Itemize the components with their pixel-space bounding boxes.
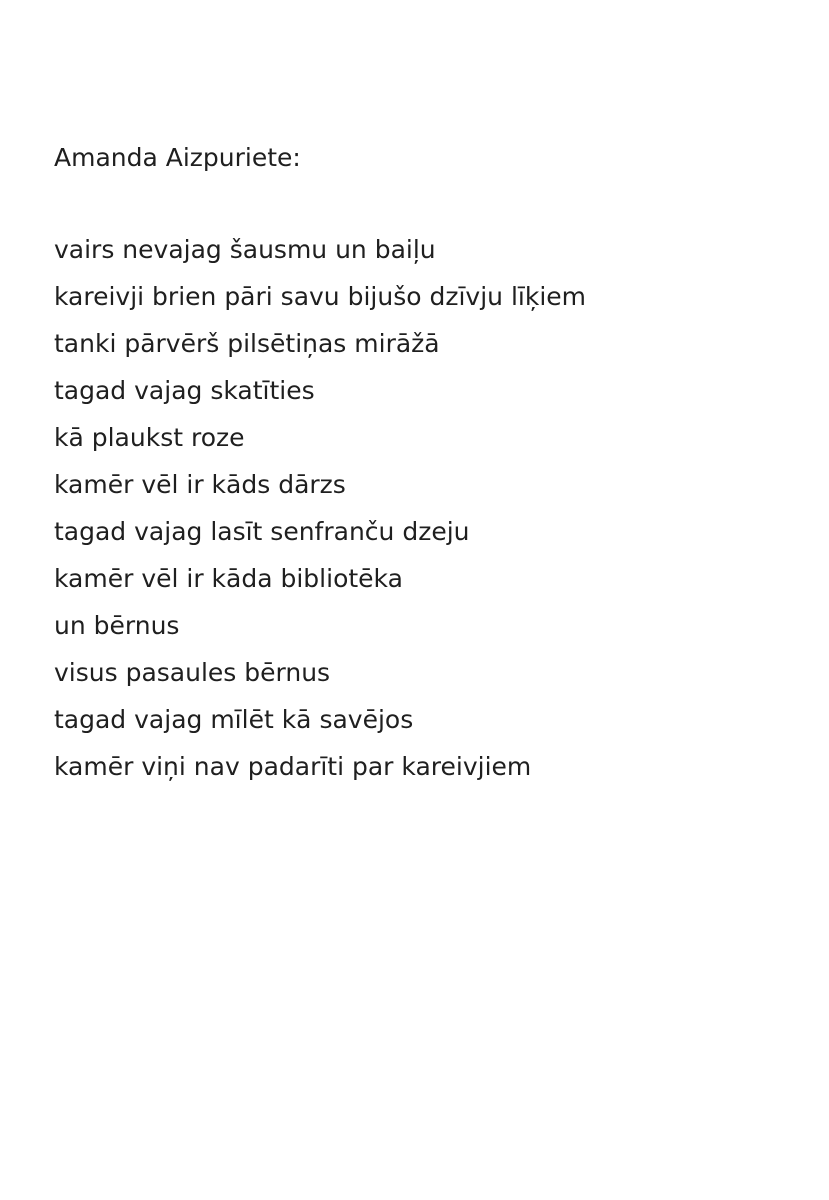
poem-line: tagad vajag lasīt senfranču dzeju <box>54 517 470 546</box>
poem-line: tagad vajag skatīties <box>54 376 315 405</box>
poem <box>54 226 586 790</box>
poem-line: un bērnus <box>54 611 180 640</box>
poem-line: kā plaukst roze <box>54 423 245 452</box>
author-name: Amanda Aizpuriete: <box>54 143 301 172</box>
poem-line: tanki pārvērš pilsētiņas mirāžā <box>54 329 440 358</box>
poem-line: vairs nevajag šausmu un baiļu <box>54 235 436 264</box>
poem-line: kamēr vēl ir kāds dārzs <box>54 470 346 499</box>
poem-line: kamēr vēl ir kāda bibliotēka <box>54 564 403 593</box>
poem-line: kareivji brien pāri savu bijušo dzīvju līķiem <box>54 282 586 311</box>
poem-line: visus pasaules bērnus <box>54 658 331 687</box>
poem-line: kamēr viņi nav padarīti par kareivjiem <box>54 752 532 781</box>
poem-line: tagad vajag mīlēt kā savējos <box>54 705 414 734</box>
